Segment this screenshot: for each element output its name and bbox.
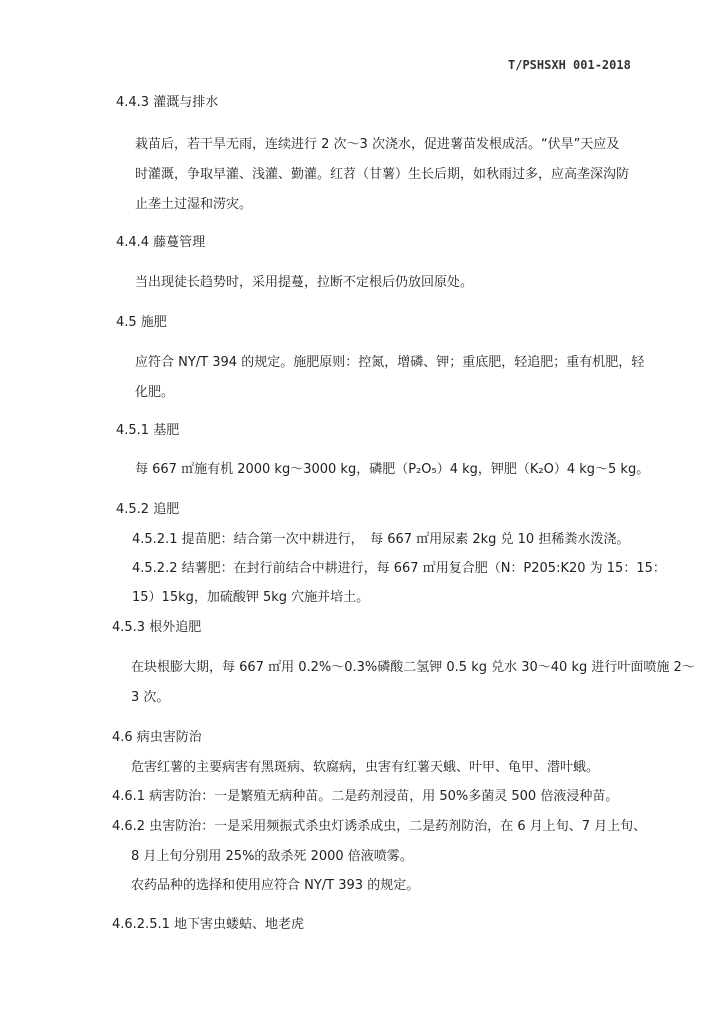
- paragraph-line: 15）15kg，加硫酸钾 5kg 穴施并培土。: [132, 590, 370, 605]
- paragraph-line: 在块根膨大期，每 667 ㎡用 0.2%～0.3%磷酸二氢钾 0.5 kg 兑水 30～40 kg 进行叶面喷施 2～: [131, 660, 695, 675]
- paragraph-line: 危害红薯的主要病害有黑斑病、软腐病，虫害有红薯天蛾、叶甲、龟甲、潜叶蛾。: [131, 760, 600, 775]
- paragraph-line: 4.6.1 病害防治：一是繁殖无病种苗。二是药剂浸苗，用 50%多菌灵 500 倍液浸种苗。: [112, 789, 619, 804]
- section-heading-4-6: 4.6 病虫害防治: [112, 730, 202, 745]
- section-heading-4-5-2: 4.5.2 追肥: [116, 502, 180, 517]
- document-code-header: T/PSHSXH 001-2018: [508, 58, 631, 72]
- paragraph-line: 3 次。: [131, 690, 170, 705]
- paragraph-line: 栽苗后，若干旱无雨，连续进行 2 次～3 次浇水，促进薯苗发根成活。“伏旱”天应及: [135, 137, 620, 152]
- section-heading-4-4-3: 4.4.3 灌溉与排水: [116, 95, 219, 110]
- section-heading-4-5-1: 4.5.1 基肥: [116, 423, 180, 438]
- section-heading-4-5: 4.5 施肥: [116, 315, 167, 330]
- paragraph-line: 应符合 NY/T 394 的规定。施肥原则：控氮，增磷、钾；重底肥，轻追肥；重有机肥，轻: [135, 355, 645, 370]
- paragraph-line: 4.5.2.2 结薯肥：在封行前结合中耕进行，每 667 ㎡用复合肥（N：P205:K20 为 15：15：: [132, 561, 666, 576]
- paragraph-line: 4.6.2 虫害防治：一是采用频振式杀虫灯诱杀成虫，二是药剂防治，在 6 月上旬、7 月上旬、: [112, 819, 647, 834]
- paragraph-line: 当出现徒长趋势时，采用提蔓，拉断不定根后仍放回原处。: [135, 275, 474, 290]
- section-heading-4-6-2-5-1: 4.6.2.5.1 地下害虫蝼蛄、地老虎: [112, 917, 305, 932]
- paragraph-line: 8 月上旬分别用 25%的敌杀死 2000 倍液喷雾。: [131, 849, 413, 864]
- paragraph-line: 每 667 ㎡施有机 2000 kg～3000 kg，磷肥（P₂O₅）4 kg，钾肥（K₂O）4 kg～5 kg。: [135, 462, 650, 477]
- paragraph-line: 时灌溉，争取早灌、浅灌、勤灌。红苕（甘薯）生长后期，如秋雨过多，应高垄深沟防: [135, 167, 630, 182]
- paragraph-line: 止垄土过湿和涝灾。: [135, 197, 253, 212]
- paragraph-line: 4.5.2.1 提苗肥：结合第一次中耕进行， 每 667 ㎡用尿素 2kg 兑 10 担稀粪水泼浇。: [132, 532, 630, 547]
- paragraph-line: 化肥。: [135, 385, 175, 400]
- section-heading-4-4-4: 4.4.4 藤蔓管理: [116, 235, 206, 250]
- paragraph-line: 农药品种的选择和使用应符合 NY/T 393 的规定。: [131, 878, 420, 893]
- section-heading-4-5-3: 4.5.3 根外追肥: [112, 620, 202, 635]
